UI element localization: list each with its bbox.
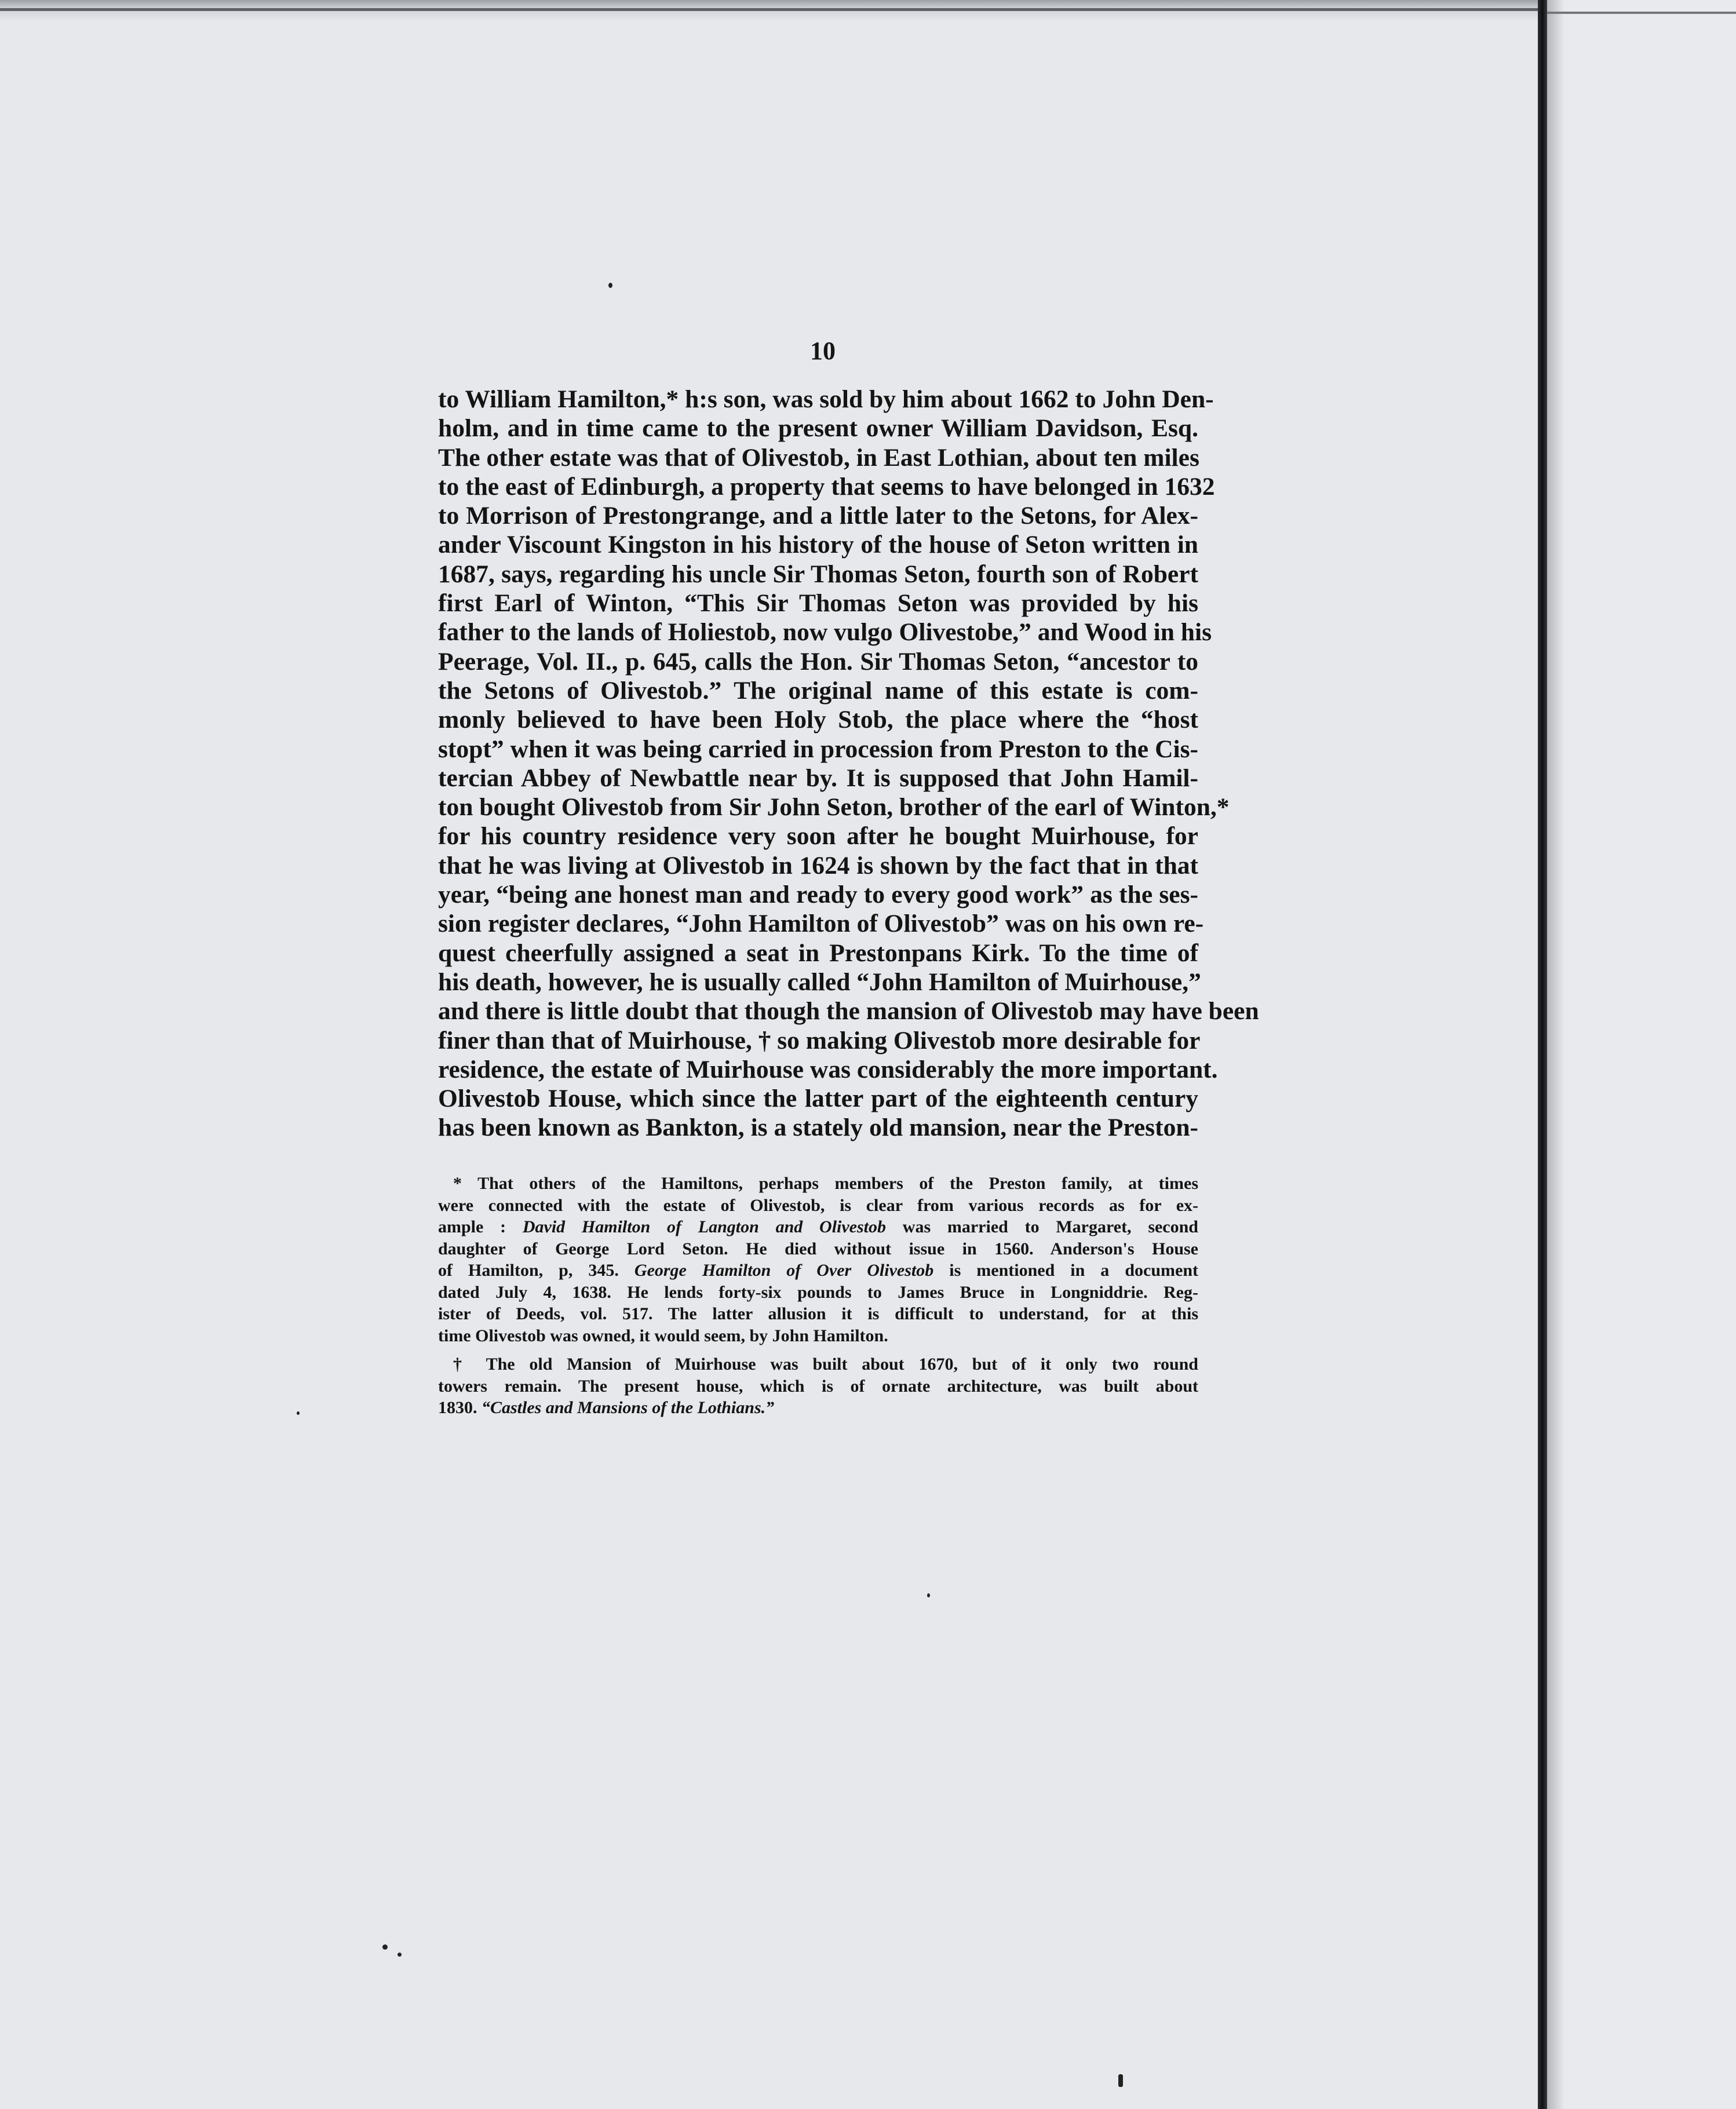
- body-line: quest cheerfully assigned a seat in Prestonpans Kirk. To the time of: [438, 939, 1198, 967]
- footnote-line: time Olivestob was owned, it would seem, by John Hamilton.: [438, 1326, 888, 1345]
- body-line: ander Viscount Kingston in his history of the house of Seton written in: [438, 531, 1198, 559]
- page-fold-line: [1538, 0, 1547, 2109]
- footnote-line: 1830. “Castles and Mansions of the Lothians.”: [438, 1398, 775, 1417]
- body-line: to the east of Edinburgh, a property that seems to have belonged in 1632: [438, 472, 1215, 501]
- footnote-line: daughter of George Lord Seton. He died without issue in 1560. Anderson's House: [438, 1239, 1198, 1258]
- body-line: stopt” when it was being carried in procession from Preston to the Cis-: [438, 735, 1198, 763]
- footnote-line: towers remain. The present house, which is of ornate architecture, was built about: [438, 1376, 1198, 1396]
- body-line: first Earl of Winton, “This Sir Thomas Seton was provided by his: [438, 589, 1198, 618]
- dust-speck: [297, 1411, 300, 1415]
- dust-speck: [382, 1944, 388, 1950]
- body-line: ton bought Olivestob from Sir John Seton, brother of the earl of Winton,*: [438, 793, 1230, 822]
- dust-speck: [1118, 2074, 1123, 2087]
- dust-speck: [927, 1593, 930, 1597]
- body-line: The other estate was that of Olivestob, in East Lothian, about ten miles: [438, 443, 1199, 472]
- footnote-line: ister of Deeds, vol. 517. The latter allusion it is difficult to understand, for at this: [438, 1304, 1198, 1323]
- body-line: and there is little doubt that though the mansion of Olivestob may have been: [438, 997, 1259, 1026]
- body-line: year, “being ane honest man and ready to every good work” as the ses-: [438, 881, 1198, 909]
- page-top-edge-line: [0, 8, 1541, 11]
- dust-speck: [608, 283, 612, 288]
- page-number: 10: [810, 337, 836, 365]
- dust-speck: [397, 1953, 402, 1957]
- body-text: [438, 385, 1259, 1143]
- page-fold-shadow: [1547, 0, 1564, 2109]
- footnotes: [438, 1173, 1198, 1426]
- body-line: monly believed to have been Holy Stob, the place where the “host: [438, 706, 1198, 734]
- footnote-line: dated July 4, 1638. He lends forty-six pounds to James Bruce in Longniddrie. Reg-: [438, 1282, 1198, 1302]
- body-line: has been known as Bankton, is a stately old mansion, near the Preston-: [438, 1114, 1198, 1142]
- body-line: his death, however, he is usually called “John Hamilton of Muirhouse,”: [438, 968, 1201, 996]
- body-line: Peerage, Vol. II., p. 645, calls the Hon. Sir Thomas Seton, “ancestor to: [438, 647, 1198, 676]
- footnote: [438, 1173, 1198, 1347]
- body-line: for his country residence very soon after he bought Muirhouse, for: [438, 822, 1198, 851]
- body-line: the Setons of Olivestob.” The original name of this estate is com-: [438, 676, 1198, 705]
- body-line: finer than that of Muirhouse, † so making Olivestob more desirable for: [438, 1026, 1201, 1054]
- body-line: to Morrison of Prestongrange, and a little later to the Setons, for Alex-: [438, 502, 1198, 530]
- body-line: father to the lands of Holiestob, now vulgo Olivestobe,” and Wood in his: [438, 618, 1212, 647]
- adjacent-page-top-line: [1547, 12, 1736, 14]
- body-line: tercian Abbey of Newbattle near by. It is supposed that John Hamil-: [438, 764, 1198, 792]
- footnote: [438, 1353, 1198, 1419]
- body-line: that he was living at Olivestob in 1624 is shown by the fact that in that: [438, 851, 1198, 880]
- body-line: to William Hamilton,* h:s son, was sold by him about 1662 to John Den-: [438, 385, 1214, 413]
- footnote-line: were connected with the estate of Olivestob, is clear from various records as for ex-: [438, 1195, 1198, 1215]
- footnote-line: * That others of the Hamiltons, perhaps members of the Preston family, at times: [453, 1174, 1198, 1193]
- footnote-line: ample : David Hamilton of Langton and Olivestob was married to Margaret, second: [438, 1217, 1198, 1236]
- body-line: holm, and in time came to the present owner William Davidson, Esq.: [438, 414, 1198, 443]
- footnote-line: of Hamilton, p, 345. George Hamilton of Over Olivestob is mentioned in a document: [438, 1261, 1198, 1280]
- adjacent-page: [1538, 0, 1736, 2109]
- body-line: 1687, says, regarding his uncle Sir Thomas Seton, fourth son of Robert: [438, 560, 1198, 588]
- body-line: residence, the estate of Muirhouse was considerably the more important.: [438, 1055, 1218, 1083]
- body-line: sion register declares, “John Hamilton of Olivestob” was on his own re-: [438, 910, 1204, 938]
- body-line: Olivestob House, which since the latter part of the eighteenth century: [438, 1085, 1198, 1113]
- footnote-line: † The old Mansion of Muirhouse was built about 1670, but of it only two round: [453, 1355, 1198, 1374]
